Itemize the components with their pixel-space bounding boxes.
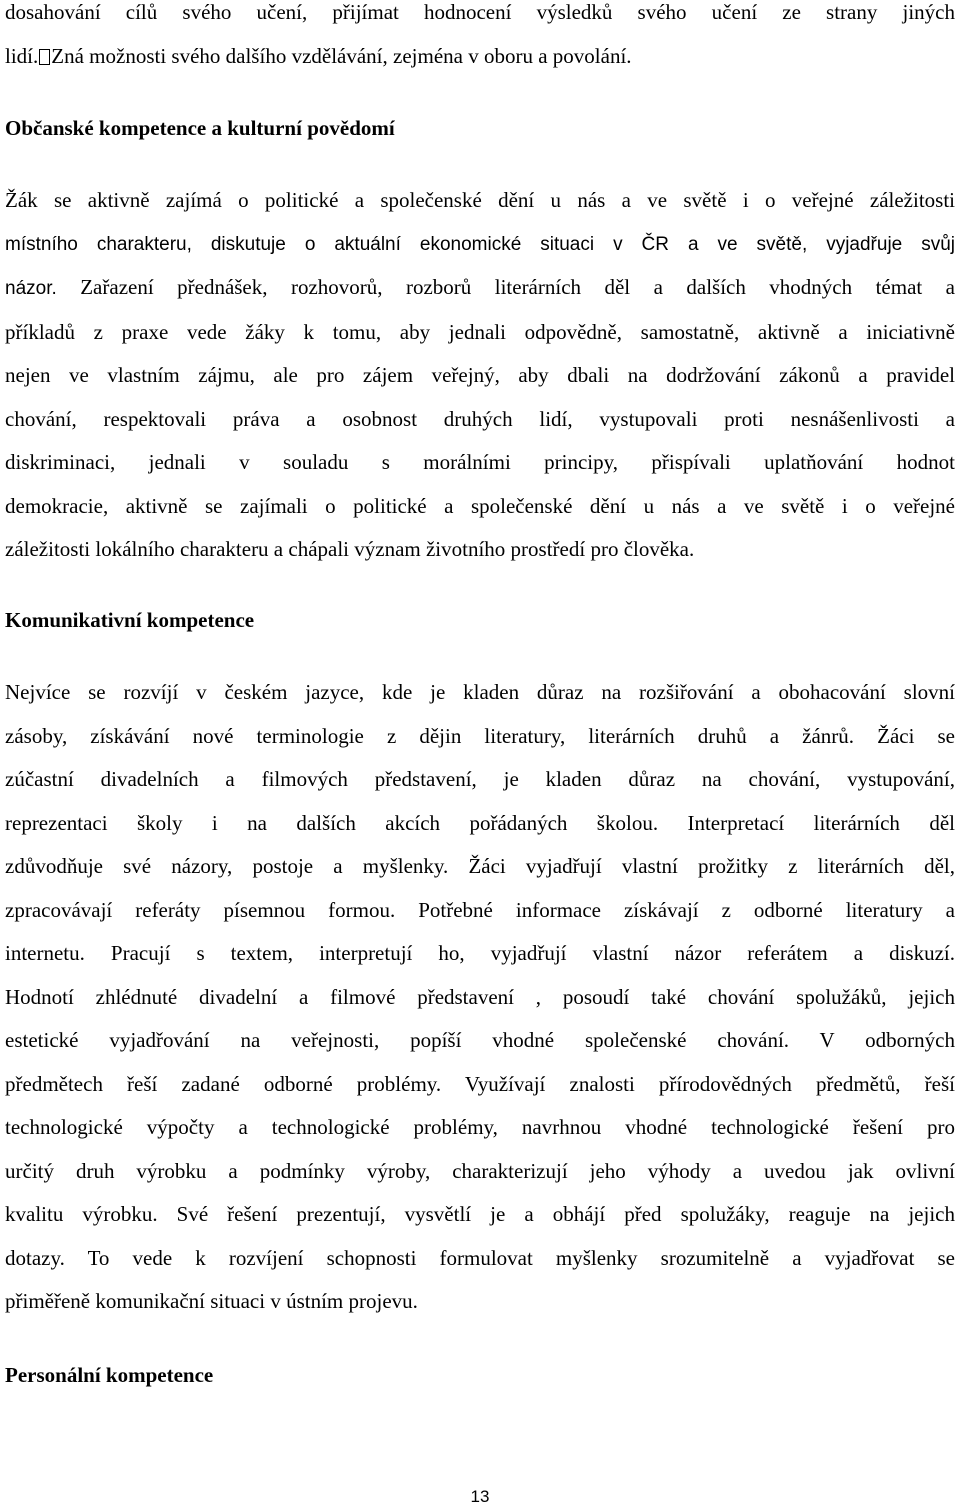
text-line: chování, respektovali práva a osobnost druhých lidí, vystupovali proti nesnášenlivosti a: [5, 406, 955, 431]
text-line: zúčastní divadelních a filmových představení, je kladen důraz na chování, vystupování,: [5, 767, 955, 791]
text-line: nejen ve vlastním zájmu, ale pro zájem veřejný, aby dbali na dodržování zákonů a pravidel: [5, 363, 955, 387]
text-fragment: Zařazení přednášek, rozhovorů, rozborů literárních děl a dalších vhodných témat a: [80, 275, 956, 299]
text-line: kvalitu výrobku. Své řešení prezentují, vysvětlí je a obhájí před spolužáky, reaguje na jejich: [5, 1202, 955, 1226]
missing-glyph-icon: [39, 49, 50, 65]
text-line: Hodnotí zhlédnuté divadelní a filmové představení , posoudí také chování spolužáků, jejich: [5, 984, 955, 1009]
text-line: demokracie, aktivně se zajímali o politické a společenské dění u nás a ve světě i o veřejné: [5, 493, 955, 518]
text-line: [5, 35, 955, 79]
section-heading-personal: Personální kompetence: [5, 1363, 214, 1387]
section-heading-civic: Občanské kompetence a kulturní povědomí: [5, 116, 395, 140]
text-line: zdůvodňuje své názory, postoje a myšlenky. Žáci vyjadřují vlastní prožitky z literárních děl,: [5, 854, 955, 878]
text-line: určitý druh výrobku a podmínky výroby, charakterizují jeho výhody a uvedou jak ovlivní: [5, 1158, 955, 1183]
text-line: dosahování cílů svého učení, přijímat hodnocení výsledků svého učení ze strany jiných: [5, 0, 955, 24]
text-fragment: lidí.: [5, 43, 39, 68]
text-line: technologické výpočty a technologické problémy, navrhnou vhodné technologické řešení pro: [5, 1115, 955, 1139]
text-line: záležitosti lokálního charakteru a chápali význam životního prostředí pro člověka.: [5, 537, 695, 561]
text-line: předmětech řeší zadané odborné problémy. Využívají znalosti přírodovědných předmětů, řeší: [5, 1071, 955, 1096]
communication-paragraph: [5, 671, 955, 1324]
intro-paragraph: [5, 0, 955, 78]
section-heading-communication: Komunikativní kompetence: [5, 608, 255, 632]
text-line: [5, 266, 955, 311]
text-line: příkladů z praxe vede žáky k tomu, aby jednali odpovědně, samostatně, aktivně a iniciativně: [5, 319, 955, 344]
text-line: zpracovávají referáty písemnou formou. Potřebné informace získávají z odborné literatury a: [5, 897, 955, 922]
page-number: 13: [470, 1487, 490, 1506]
text-line: Žák se aktivně zajímá o politické a společenské dění u nás a ve světě i o veřejné záležitosti: [5, 188, 955, 212]
text-line: Nejvíce se rozvíjí v českém jazyce, kde je kladen důraz na rozšiřování a obohacování slovní: [5, 680, 955, 704]
civic-paragraph: [5, 179, 955, 572]
text-line: místního charakteru, diskutuje o aktuální ekonomické situaci v ČR a ve světě, vyjadřuje svůj: [5, 233, 955, 255]
text-line: zásoby, získávání nové terminologie z dějin literatury, literárních druhů a žánrů. Žáci se: [5, 723, 955, 748]
text-fragment: názor.: [5, 278, 57, 299]
text-line: přiměřeně komunikační situaci v ústním projevu.: [5, 1289, 418, 1313]
text-line: estetické vyjadřování na veřejnosti, popíší vhodné společenské chování. V odborných: [5, 1028, 955, 1052]
text-line: reprezentaci školy i na dalších akcích pořádaných školou. Interpretací literárních děl: [5, 810, 955, 835]
text-line: diskriminaci, jednali v souladu s morálními principy, přispívali uplatňování hodnot: [5, 450, 955, 474]
text-line: internetu. Pracují s textem, interpretují ho, vyjadřují vlastní názor referátem a diskuzí.: [5, 941, 955, 965]
text-line: dotazy. To vede k rozvíjení schopnosti formulovat myšlenky srozumitelně a vyjadřovat se: [5, 1245, 955, 1270]
text-fragment: Zná možnosti svého dalšího vzdělávání, zejména v oboru a povolání.: [51, 43, 632, 68]
